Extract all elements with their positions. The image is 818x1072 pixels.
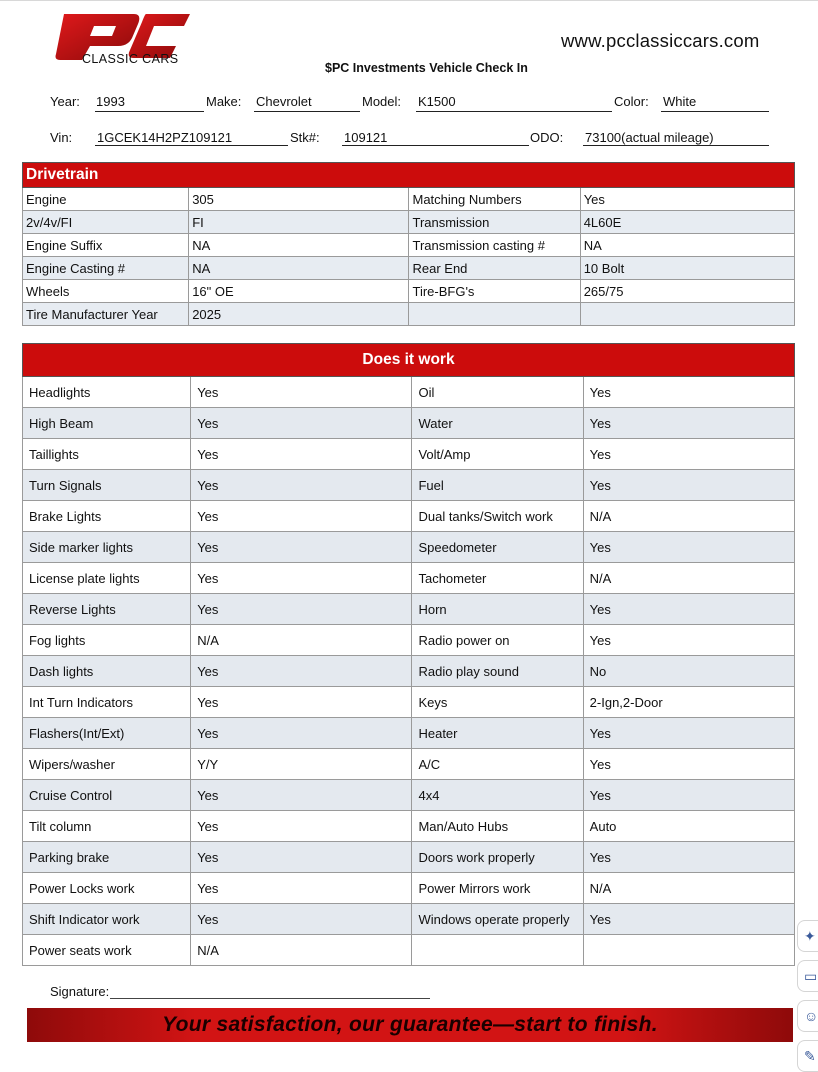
function-item-value: 2-Ign,2-Door <box>583 687 794 718</box>
vin-label: Vin: <box>50 130 73 145</box>
function-item-value: N/A <box>583 873 794 904</box>
model-value: K1500 <box>418 94 456 109</box>
function-item-value: Yes <box>191 501 412 532</box>
drivetrain-item-label <box>409 303 580 326</box>
drivetrain-item-label: Transmission <box>409 211 580 234</box>
function-item-label: Keys <box>412 687 583 718</box>
drivetrain-item-label: Tire-BFG's <box>409 280 580 303</box>
function-check-table <box>22 343 795 966</box>
function-item-value: Auto <box>583 811 794 842</box>
function-check-title: Does it work <box>23 344 795 377</box>
function-item-label: Power seats work <box>23 935 191 966</box>
website-url: www.pcclassiccars.com <box>561 30 760 51</box>
function-item-label: Volt/Amp <box>412 439 583 470</box>
emoji-icon[interactable]: ☺ <box>797 1000 818 1032</box>
function-item-label: License plate lights <box>23 563 191 594</box>
function-item-value: N/A <box>583 563 794 594</box>
drivetrain-item-value: FI <box>189 211 409 234</box>
function-item-label: Shift Indicator work <box>23 904 191 935</box>
drivetrain-item-value: 305 <box>189 188 409 211</box>
function-item-value: Yes <box>191 687 412 718</box>
drivetrain-item-label: Engine Suffix <box>23 234 189 257</box>
function-item-value: Yes <box>191 594 412 625</box>
function-item-label <box>412 935 583 966</box>
function-item-label: Dash lights <box>23 656 191 687</box>
function-item-value: Yes <box>583 904 794 935</box>
function-row <box>23 842 795 873</box>
drivetrain-item-value: NA <box>189 257 409 280</box>
edit-icon[interactable]: ✎ <box>797 1040 818 1072</box>
function-row <box>23 470 795 501</box>
drivetrain-row <box>23 303 795 326</box>
drivetrain-item-label: Transmission casting # <box>409 234 580 257</box>
function-item-label: Dual tanks/Switch work <box>412 501 583 532</box>
drivetrain-row <box>23 234 795 257</box>
function-item-label: Cruise Control <box>23 780 191 811</box>
function-item-value: Yes <box>191 718 412 749</box>
function-item-value: N/A <box>583 501 794 532</box>
function-item-value: Yes <box>191 780 412 811</box>
function-item-value: Yes <box>191 439 412 470</box>
stk-value: 109121 <box>344 130 388 145</box>
function-item-value: Yes <box>191 408 412 439</box>
function-item-value: Yes <box>583 532 794 563</box>
drivetrain-item-value: 16" OE <box>189 280 409 303</box>
drivetrain-item-label: Engine Casting # <box>23 257 189 280</box>
function-item-label: Radio power on <box>412 625 583 656</box>
function-item-value: Yes <box>583 408 794 439</box>
drivetrain-item-value: Yes <box>580 188 794 211</box>
function-item-value: Yes <box>583 718 794 749</box>
function-row <box>23 656 795 687</box>
color-label: Color: <box>614 94 649 109</box>
function-item-label: Power Locks work <box>23 873 191 904</box>
function-item-value: Yes <box>191 873 412 904</box>
drivetrain-item-label: Matching Numbers <box>409 188 580 211</box>
function-row <box>23 501 795 532</box>
function-row <box>23 749 795 780</box>
function-item-label: Int Turn Indicators <box>23 687 191 718</box>
function-item-label: Speedometer <box>412 532 583 563</box>
document-title: $PC Investments Vehicle Check In <box>325 61 528 75</box>
function-item-value: Yes <box>191 377 412 408</box>
drivetrain-row <box>23 280 795 303</box>
drivetrain-row <box>23 257 795 280</box>
function-item-label: Side marker lights <box>23 532 191 563</box>
function-item-value: No <box>583 656 794 687</box>
vin-value: 1GCEK14H2PZ109121 <box>97 130 233 145</box>
function-row <box>23 873 795 904</box>
function-item-value: Yes <box>583 842 794 873</box>
function-item-value: N/A <box>191 935 412 966</box>
function-item-value: Yes <box>583 594 794 625</box>
function-item-value: Yes <box>191 904 412 935</box>
function-row <box>23 408 795 439</box>
drivetrain-table <box>22 162 795 326</box>
function-item-label: Brake Lights <box>23 501 191 532</box>
function-item-value: Yes <box>583 470 794 501</box>
sparkle-icon[interactable]: ✦ <box>797 920 818 952</box>
function-item-label: Power Mirrors work <box>412 873 583 904</box>
function-item-label: Windows operate properly <box>412 904 583 935</box>
function-item-label: Taillights <box>23 439 191 470</box>
logo-text: CLASSIC CARS <box>82 52 179 66</box>
function-item-label: Fuel <box>412 470 583 501</box>
function-row <box>23 935 795 966</box>
drivetrain-item-value: 4L60E <box>580 211 794 234</box>
slogan-banner: Your satisfaction, our guarantee—start to finish. <box>27 1008 793 1042</box>
function-item-value: Yes <box>583 439 794 470</box>
drivetrain-item-value: NA <box>580 234 794 257</box>
function-item-value: Yes <box>191 842 412 873</box>
signature-line[interactable] <box>110 998 430 999</box>
function-item-label: Headlights <box>23 377 191 408</box>
function-item-value: Y/Y <box>191 749 412 780</box>
function-row <box>23 563 795 594</box>
function-item-label: Water <box>412 408 583 439</box>
function-row <box>23 904 795 935</box>
function-item-label: Horn <box>412 594 583 625</box>
function-item-label: 4x4 <box>412 780 583 811</box>
function-item-label: Parking brake <box>23 842 191 873</box>
function-row <box>23 594 795 625</box>
make-label: Make: <box>206 94 242 109</box>
year-label: Year: <box>50 94 80 109</box>
function-row <box>23 439 795 470</box>
function-item-label: Man/Auto Hubs <box>412 811 583 842</box>
function-item-value: Yes <box>583 749 794 780</box>
drivetrain-item-label: Engine <box>23 188 189 211</box>
odo-label: ODO: <box>530 130 564 145</box>
function-row <box>23 718 795 749</box>
make-value: Chevrolet <box>256 94 312 109</box>
function-item-label: Reverse Lights <box>23 594 191 625</box>
drivetrain-item-value: NA <box>189 234 409 257</box>
model-label: Model: <box>362 94 402 109</box>
drivetrain-item-value <box>580 303 794 326</box>
function-row <box>23 811 795 842</box>
signature-label: Signature: <box>50 984 110 999</box>
page-top-border <box>0 0 818 1</box>
drivetrain-title: Drivetrain <box>23 163 795 188</box>
function-item-value <box>583 935 794 966</box>
drivetrain-item-value: 265/75 <box>580 280 794 303</box>
function-item-label: High Beam <box>23 408 191 439</box>
function-row <box>23 532 795 563</box>
function-item-label: Fog lights <box>23 625 191 656</box>
function-item-label: Heater <box>412 718 583 749</box>
function-item-label: Turn Signals <box>23 470 191 501</box>
function-item-value: N/A <box>191 625 412 656</box>
function-row <box>23 377 795 408</box>
function-item-value: Yes <box>191 563 412 594</box>
function-item-value: Yes <box>191 811 412 842</box>
odo-value: 73100(actual mileage) <box>585 130 714 145</box>
function-item-label: Oil <box>412 377 583 408</box>
drivetrain-item-label: Rear End <box>409 257 580 280</box>
function-item-value: Yes <box>583 377 794 408</box>
function-item-label: Radio play sound <box>412 656 583 687</box>
function-item-label: Doors work properly <box>412 842 583 873</box>
drivetrain-item-label: Tire Manufacturer Year <box>23 303 189 326</box>
function-item-label: A/C <box>412 749 583 780</box>
drivetrain-row <box>23 188 795 211</box>
function-row <box>23 687 795 718</box>
comment-icon[interactable]: ▭ <box>797 960 818 992</box>
function-item-label: Tachometer <box>412 563 583 594</box>
function-item-value: Yes <box>191 532 412 563</box>
function-item-label: Wipers/washer <box>23 749 191 780</box>
function-item-value: Yes <box>583 625 794 656</box>
drivetrain-item-value: 2025 <box>189 303 409 326</box>
drivetrain-row <box>23 211 795 234</box>
drivetrain-item-label: Wheels <box>23 280 189 303</box>
function-item-value: Yes <box>191 656 412 687</box>
drivetrain-item-label: 2v/4v/FI <box>23 211 189 234</box>
function-row <box>23 780 795 811</box>
function-item-label: Tilt column <box>23 811 191 842</box>
color-value: White <box>663 94 697 109</box>
function-item-value: Yes <box>191 470 412 501</box>
function-item-label: Flashers(Int/Ext) <box>23 718 191 749</box>
drivetrain-item-value: 10 Bolt <box>580 257 794 280</box>
year-value: 1993 <box>96 94 125 109</box>
function-row <box>23 625 795 656</box>
stk-label: Stk#: <box>290 130 320 145</box>
function-item-value: Yes <box>583 780 794 811</box>
